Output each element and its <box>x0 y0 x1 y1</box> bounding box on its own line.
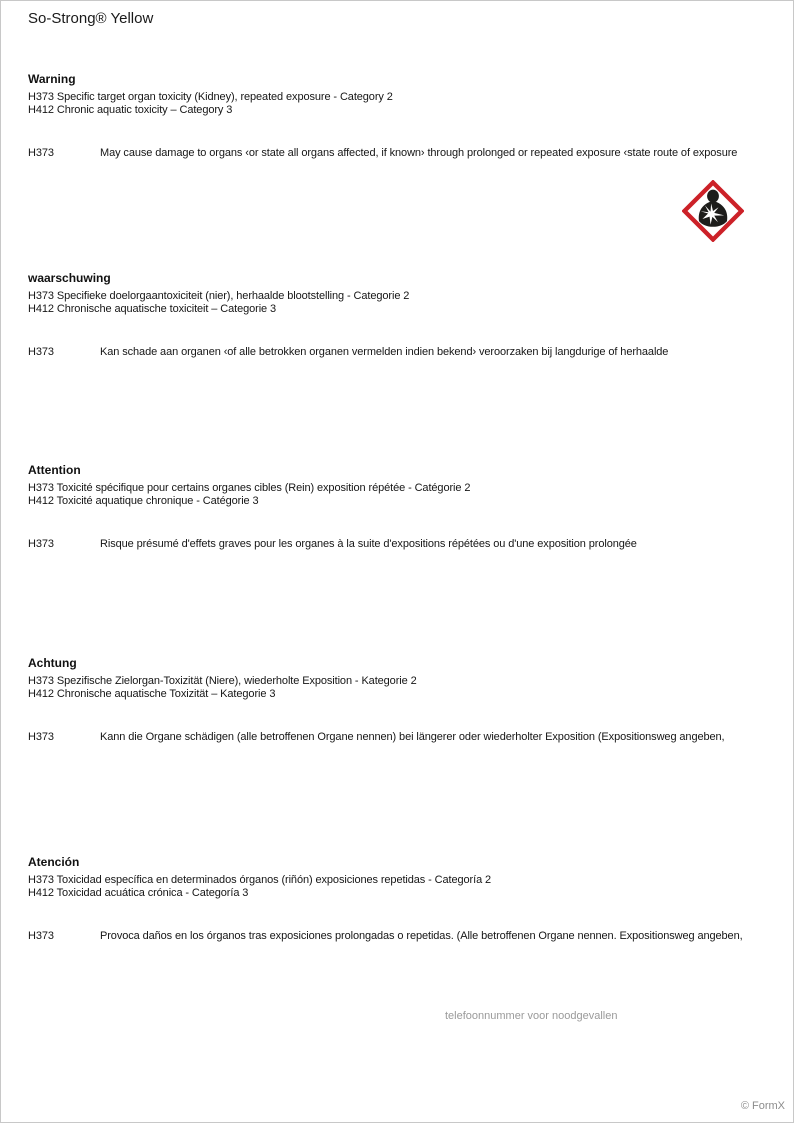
hazard-statement-text: Kan schade aan organen ‹of alle betrokken organen vermelden indien bekend› veroorzaken bij langdurige of herhaalde <box>100 346 669 358</box>
hazard-code: H373 <box>28 147 54 159</box>
section-heading: Achtung <box>28 656 77 670</box>
hazard-code: H373 <box>28 538 54 550</box>
hazard-statement-row <box>28 147 777 160</box>
hazard-class-line: H373 Toxicidad específica en determinados órganos (riñón) exposiciones repetidas - Categoría 2 <box>28 874 492 886</box>
hazard-class-line: H373 Specific target organ toxicity (Kidney), repeated exposure - Category 2 <box>28 91 393 103</box>
hazard-statement-row <box>28 731 777 744</box>
copyright-label: © FormX <box>740 1100 785 1112</box>
hazard-statement-row <box>28 538 777 551</box>
hazard-class-line: H412 Toxicité aquatique chronique - Catégorie 3 <box>28 494 259 507</box>
hazard-class-line: H412 Chronic aquatic toxicity – Category 3 <box>28 103 233 116</box>
section-achtung-german <box>28 656 777 744</box>
hazard-statement-row <box>28 930 777 943</box>
hazard-statement-text: Kann die Organe schädigen (alle betroffenen Organe nennen) bei längerer oder wiederholter Exposition (Expositionsweg angeben, <box>100 731 725 743</box>
emergency-phone-note: telefoonnummer voor noodgevallen <box>445 1010 618 1022</box>
hazard-class-line: H412 Chronische aquatische toxiciteit – Categorie 3 <box>28 302 277 315</box>
hazard-code: H373 <box>28 731 54 743</box>
hazard-statement-text: Risque présumé d'effets graves pour les organes à la suite d'expositions répétées ou d'une exposition prolongée <box>100 538 637 550</box>
section-heading: waarschuwing <box>28 271 111 285</box>
hazard-class-line: H373 Toxicité spécifique pour certains organes cibles (Rein) exposition répétée - Catégorie 2 <box>28 482 471 494</box>
section-waarschuwing-dutch <box>28 271 777 359</box>
hazard-class-line: H412 Toxicidad acuática crónica - Categoría 3 <box>28 886 249 899</box>
hazard-code: H373 <box>28 930 54 942</box>
hazard-class-line: H373 Specifieke doelorgaantoxiciteit (nier), herhaalde blootstelling - Categorie 2 <box>28 290 410 302</box>
section-heading: Attention <box>28 463 81 477</box>
section-warning-english <box>28 72 777 160</box>
page-title: So-Strong® Yellow <box>28 10 154 27</box>
ghs08-health-hazard-icon <box>682 180 744 242</box>
hazard-statement-text: May cause damage to organs ‹or state all organs affected, if known› through prolonged or repeated exposure ‹state route of exposure <box>100 147 738 159</box>
section-heading: Warning <box>28 72 76 86</box>
hazard-statement-text: Provoca daños en los órganos tras exposiciones prolongadas o repetidas. (Alle betroffenen Organe nennen. Expositionsweg angeben, <box>100 930 743 942</box>
hazard-statement-row <box>28 346 777 359</box>
hazard-class-line: H373 Spezifische Zielorgan-Toxizität (Niere), wiederholte Exposition - Kategorie 2 <box>28 675 417 687</box>
hazard-class-line: H412 Chronische aquatische Toxizität – Kategorie 3 <box>28 687 276 700</box>
hazard-code: H373 <box>28 346 54 358</box>
section-attention-french <box>28 463 777 551</box>
section-heading: Atención <box>28 855 80 869</box>
section-atencion-spanish <box>28 855 777 943</box>
